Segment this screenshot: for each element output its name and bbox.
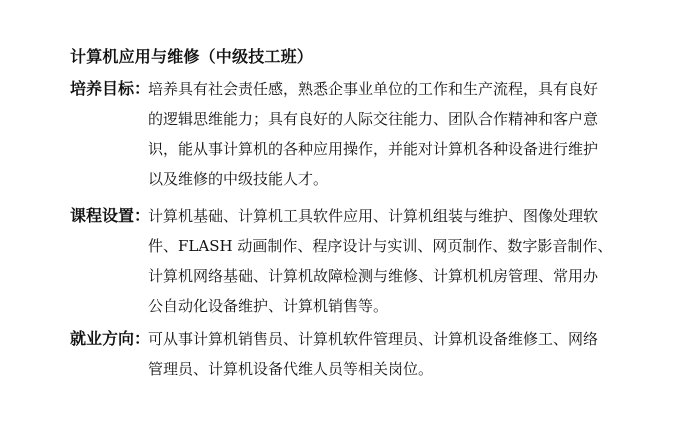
paragraph-line: 计算机基础、计算机工具软件应用、计算机组装与维护、图像处理软 bbox=[148, 207, 599, 225]
section-label-curriculum: 课程设置： bbox=[70, 206, 151, 225]
document-title: 计算机应用与维修（中级技工班） bbox=[70, 47, 314, 66]
section-body-career-direction bbox=[148, 324, 630, 384]
paragraph-line: 以及维修的中级技能人才。 bbox=[148, 170, 329, 188]
paragraph-line: 计算机网络基础、计算机故障检测与维修、计算机机房管理、常用办 bbox=[148, 267, 599, 285]
paragraph-line: 培养具有社会责任感，熟悉企事业单位的工作和生产流程，具有良好 bbox=[148, 80, 599, 98]
section-label-training-goal: 培养目标： bbox=[70, 79, 151, 98]
paragraph-line: 可从事计算机销售员、计算机软件管理员、计算机设备维修工、网络 bbox=[148, 330, 599, 348]
paragraph-line: 件、FLASH 动画制作、程序设计与实训、网页制作、数字影音制作、 bbox=[148, 237, 613, 255]
paragraph-line: 公自动化设备维护、计算机销售等。 bbox=[148, 297, 389, 315]
paragraph-line: 的逻辑思维能力；具有良好的人际交往能力、团队合作精神和客户意 bbox=[148, 110, 599, 128]
section-label-career-direction: 就业方向： bbox=[70, 329, 151, 348]
paragraph-line: 识，能从事计算机的各种应用操作，并能对计算机各种设备进行维护 bbox=[148, 140, 599, 158]
section-body-training-goal bbox=[148, 74, 630, 194]
paragraph-line: 管理员、计算机设备代维人员等相关岗位。 bbox=[148, 360, 434, 378]
section-body-curriculum bbox=[148, 201, 630, 321]
